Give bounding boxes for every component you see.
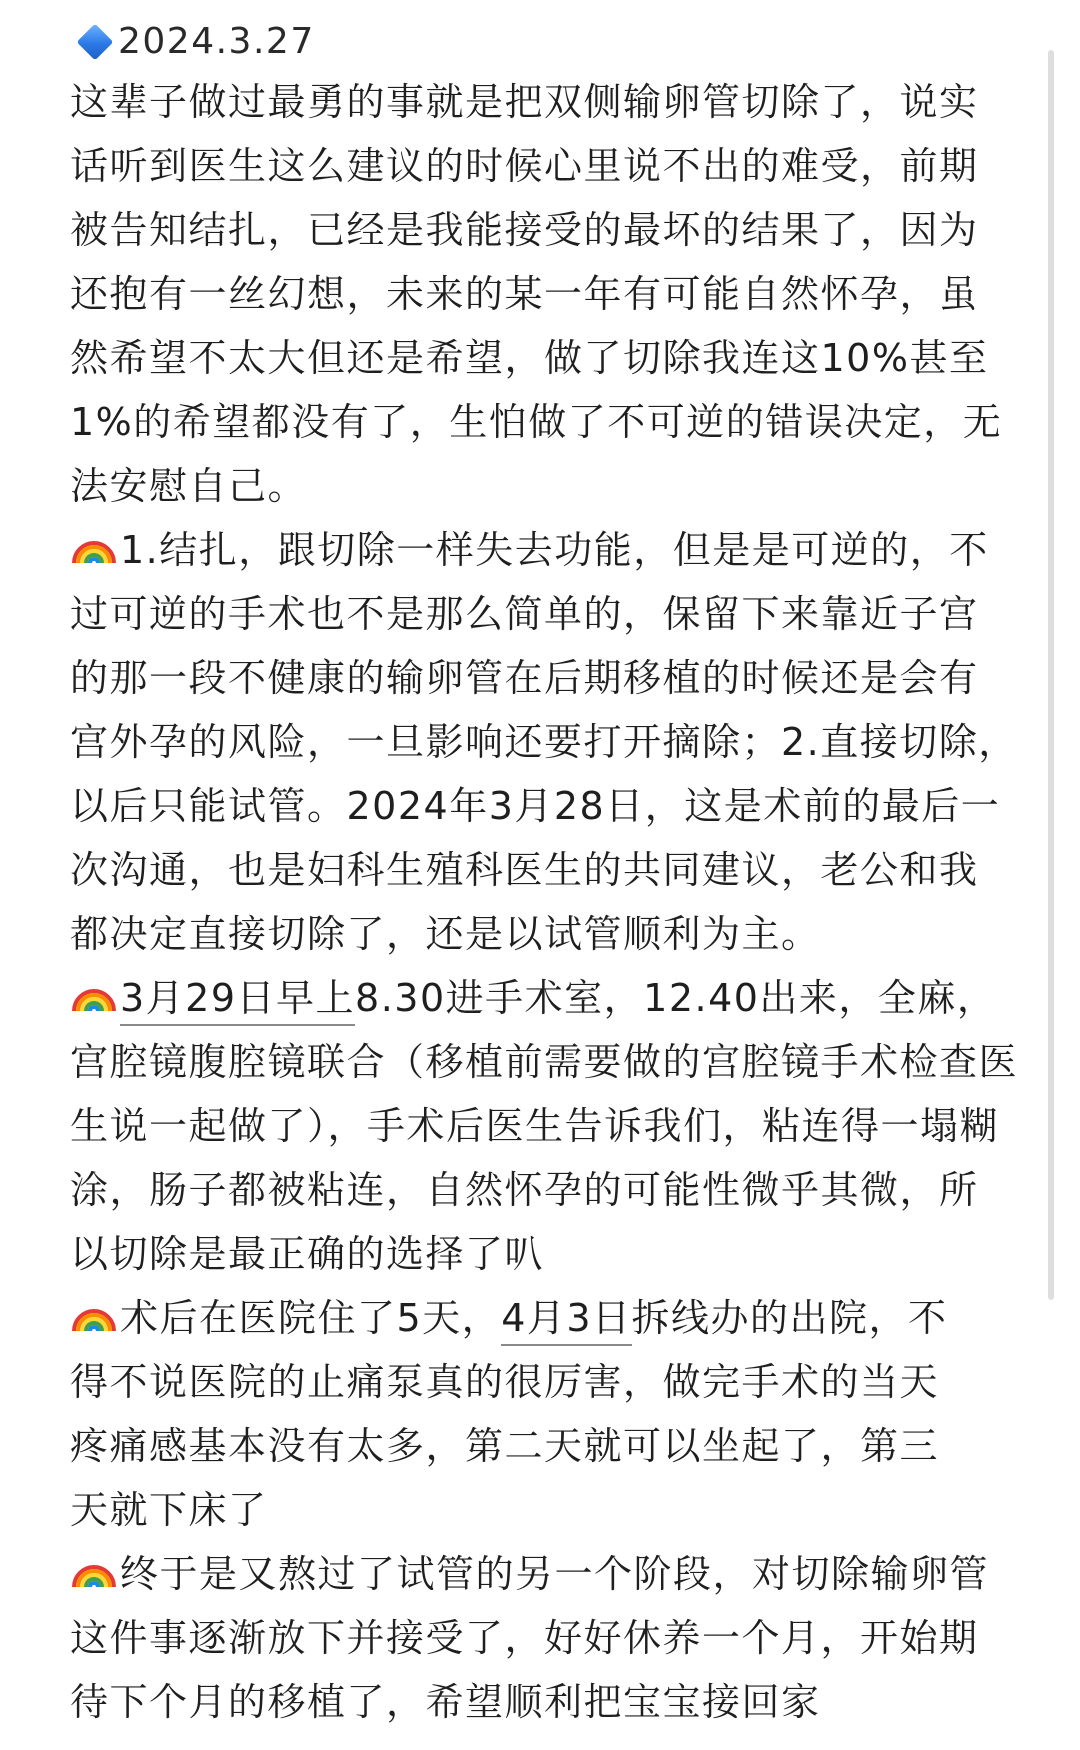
text-line: 天就下床了 [70,1488,268,1532]
text-line: 1%的希望都没有了，生怕做了不可逆的错误决定，无 [70,400,1003,444]
text-line: 待下个月的移植了，希望顺利把宝宝接回家 [70,1680,821,1724]
rainbow-icon [70,523,118,571]
paragraph-line: 3月29日早上8.30进手术室，12.40出来，全麻， [70,966,1010,1030]
rainbow-icon [70,1547,118,1595]
text-line: 这辈子做过最勇的事就是把双侧输卵管切除了，说实 [70,80,979,124]
text-line: 以切除是最正确的选择了叭 [70,1232,545,1276]
text-line: 宫外孕的风险，一旦影响还要打开摘除；2.直接切除， [70,720,1018,764]
text-line: 过可逆的手术也不是那么简单的，保留下来靠近子宫 [70,592,979,636]
text-line: 这件事逐渐放下并接受了，好好休养一个月，开始期 [70,1616,979,1660]
text-line: 的那一段不健康的输卵管在后期移植的时候还是会有 [70,656,979,700]
note-body [70,14,1019,1734]
text-line: 次沟通，也是妇科生殖科医生的共同建议，老公和我 [70,848,979,892]
rainbow-icon [70,1291,118,1339]
text-line: 涂，肠子都被粘连，自然怀孕的可能性微乎其微，所 [70,1168,979,1212]
text-line: 疼痛感基本没有太多，第二天就可以坐起了，第三 [70,1424,940,1468]
text-line: 法安慰自己。 [70,464,308,508]
text-line: 都决定直接切除了，还是以试管顺利为主。 [70,912,821,956]
date-link[interactable]: 4月3日 [501,1292,631,1346]
text-line: 话听到医生这么建议的时候心里说不出的难受，前期 [70,144,979,188]
paragraph-line: 终于是又熬过了试管的另一个阶段，对切除输卵管 [70,1542,1010,1606]
text-line: 还抱有一丝幻想，未来的某一年有可能自然怀孕，虽 [70,272,979,316]
text-line: 被告知结扎，已经是我能接受的最坏的结果了，因为 [70,208,979,252]
scrollbar[interactable] [1048,50,1054,1300]
text-line: 生说一起做了），手术后医生告诉我们，粘连得一塌糊 [70,1104,1000,1148]
text-line: 得不说医院的止痛泵真的很厉害，做完手术的当天 [70,1360,940,1404]
rainbow-icon [70,971,118,1019]
text-line: 宫腔镜腹腔镜联合（移植前需要做的宫腔镜手术检查医 [70,1040,1019,1084]
paragraph-line: 1.结扎，跟切除一样失去功能，但是是可逆的，不 [70,518,1010,582]
paragraph-line: 术后在医院住了5天，4月3日拆线办的出院，不 [70,1286,1010,1350]
date-link[interactable]: 3月29日早上 [120,972,355,1026]
text-line: 以后只能试管。2024年3月28日，这是术前的最后一 [70,784,1001,828]
blue-diamond-icon [77,24,114,61]
text-line: 然希望不太大但还是希望，做了切除我连这10%甚至 [70,336,989,380]
post-date-line [70,14,1010,70]
post-date: 2024.3.27 [118,21,315,62]
